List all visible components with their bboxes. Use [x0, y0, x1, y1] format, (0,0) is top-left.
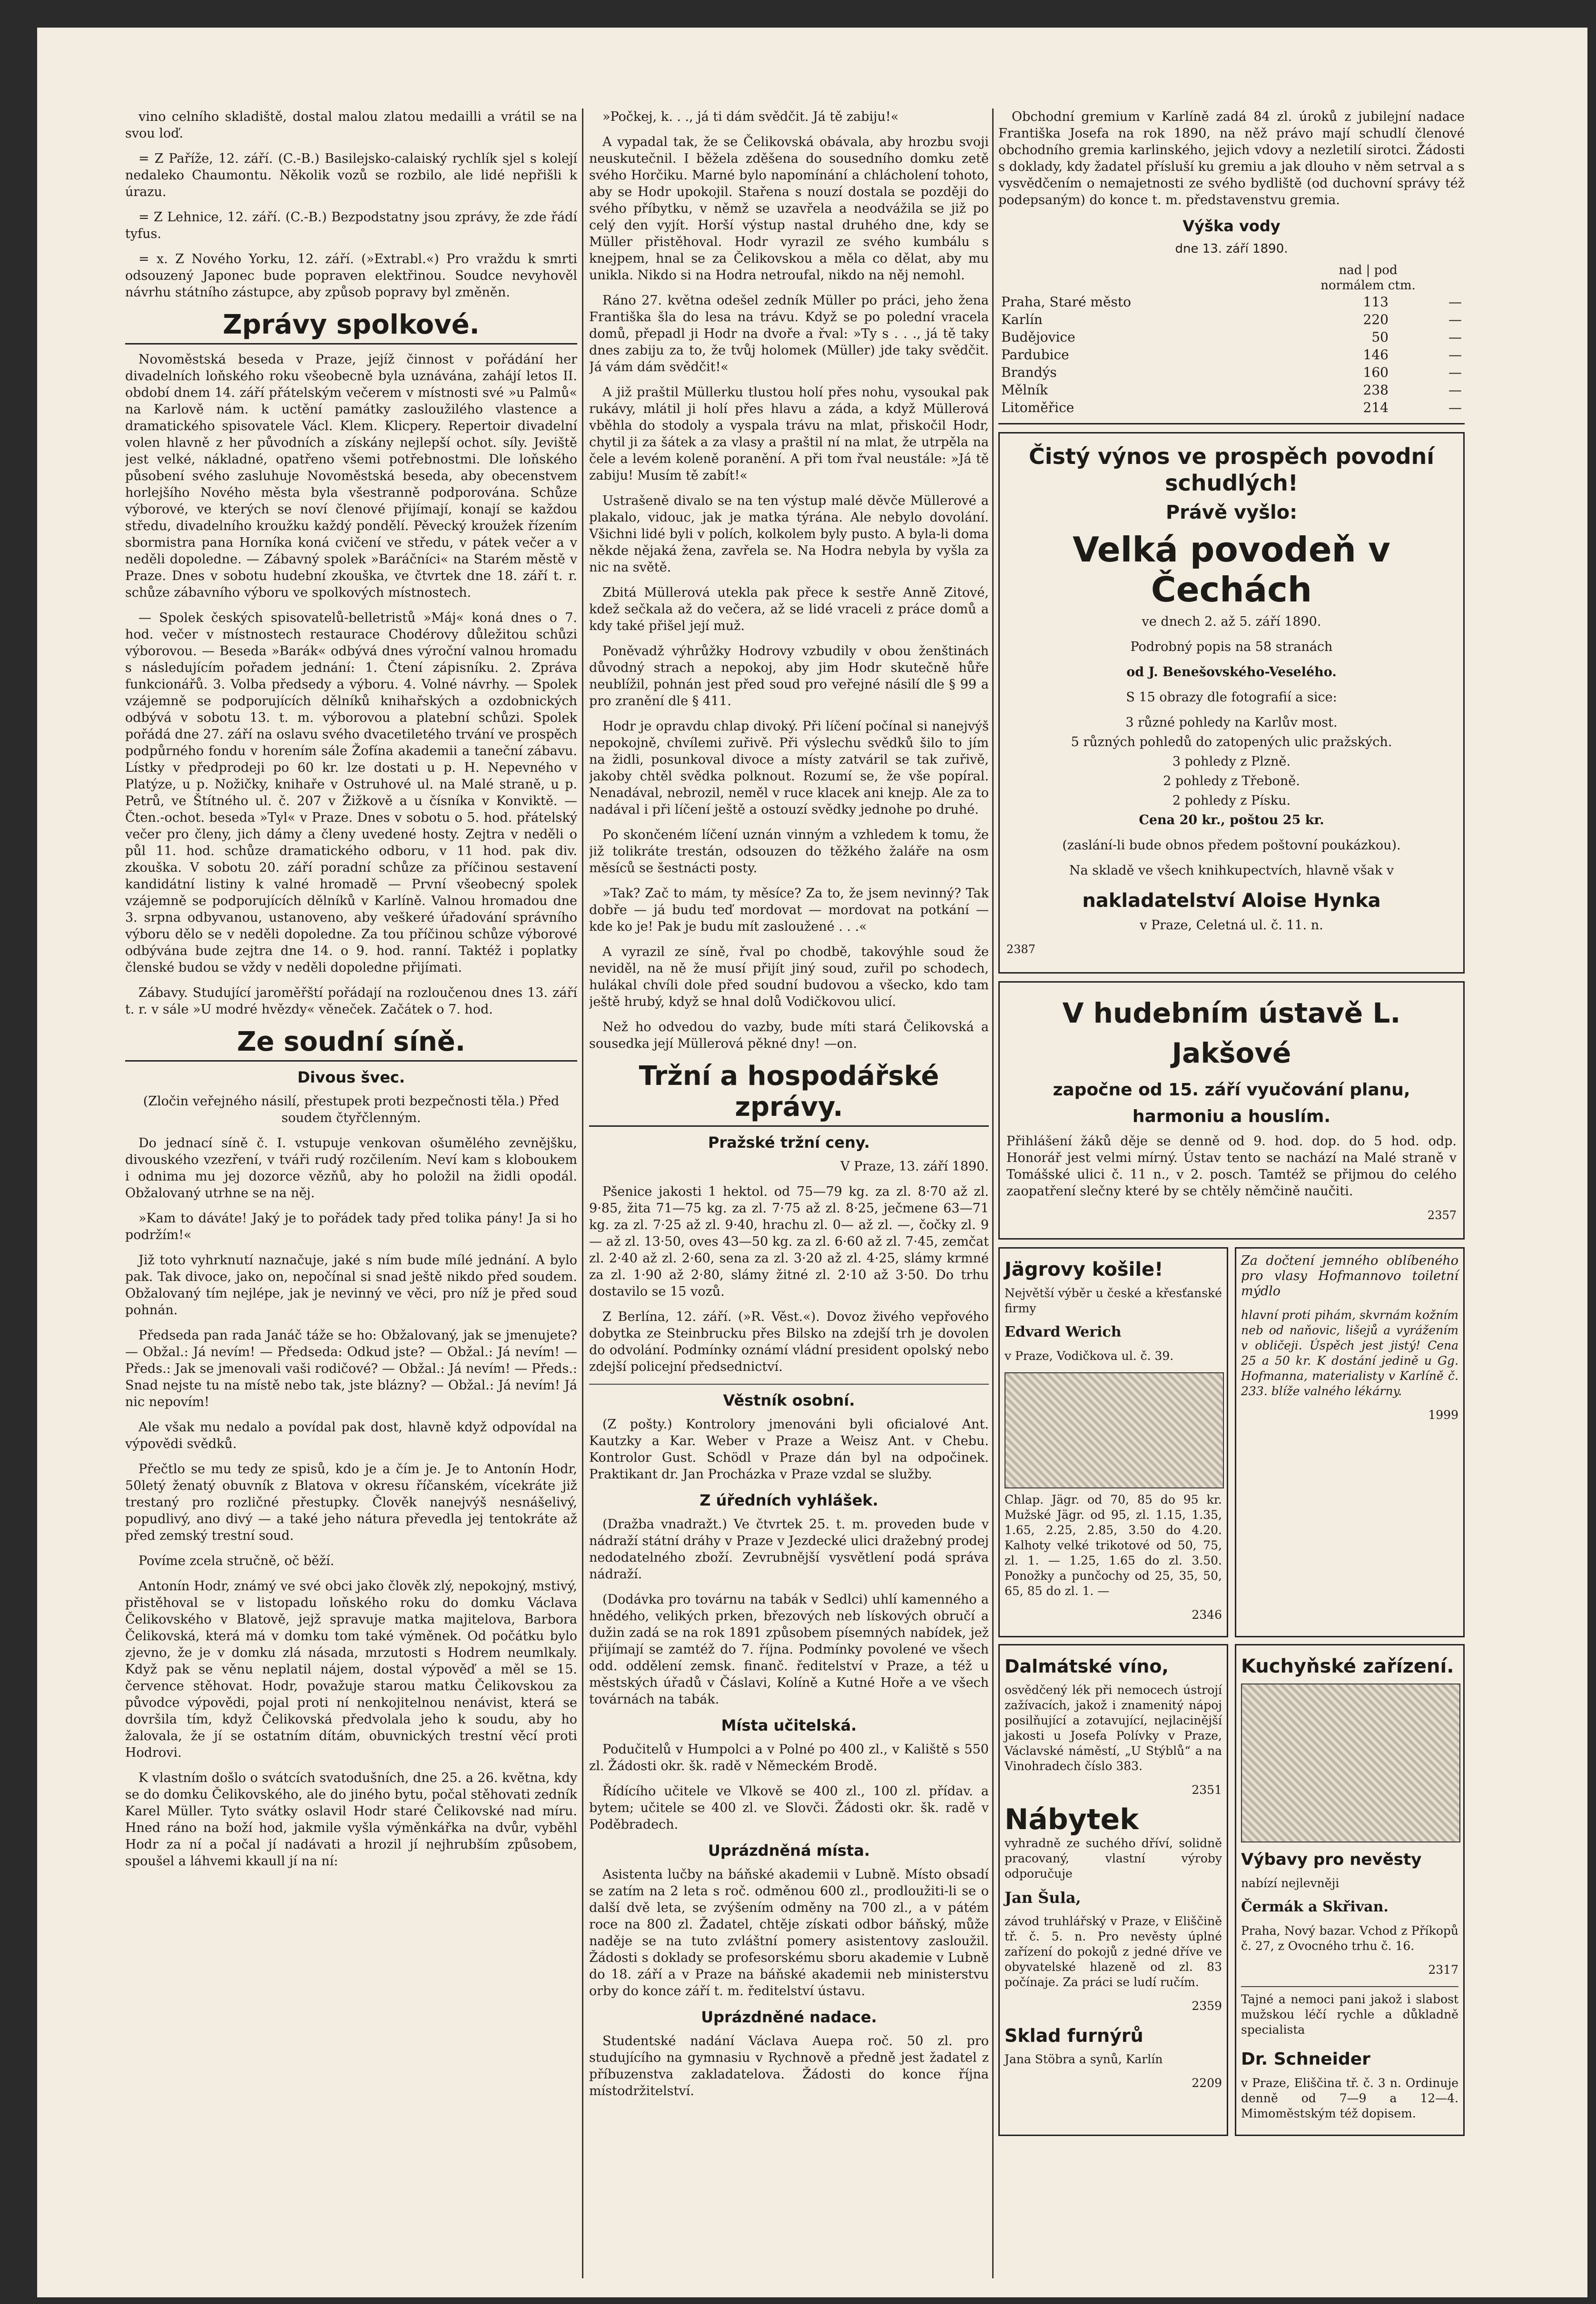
table-header: nad | pod: [1339, 263, 1398, 277]
table-cell: Praha, Staré město: [1001, 294, 1132, 310]
water-level-title: Výška vody: [1182, 217, 1281, 235]
advert-address: Praha, Nový bazar. Vchod z Příkopů č. 27, z Ovocného trhu č. 16.: [1241, 1924, 1458, 1953]
list-item: 5 různých pohledů do zatopených ulic pražských.: [1071, 735, 1392, 749]
water-level-date: dne 13. září 1890.: [1175, 242, 1288, 256]
advert-text: Jana Stöbra a synů, Karlín: [1005, 2052, 1163, 2066]
table-cell: Pardubice: [1001, 347, 1069, 363]
news-paragraph: A vyrazil ze síně, řval po chodbě, takovýhle soud že neviděl, na ně že musí přijít jiný soud, zuřil po schodech, hulákal chvíli dole před soudní budovou a všecko, kdo tam ještě hrubý, když se hnal dolů Vodičkovou ulicí.: [589, 945, 989, 1009]
column-rule: [582, 108, 583, 2278]
news-paragraph: Předseda pan rada Janáč táže se ho: Obžalovaný, jak se jmenujete? — Obžal.: Já nevím! — Předseda: Odkud jste? — Obžal.: Já nevím! — Předs.: Jak se jmenovali vaši rodičové? — Obžal.: Já nevím! — Předs.: Snad nejste tu na místě nebo tak, jste blázny? — Obžal.: Já nevím! Já nic nepovím!: [125, 1328, 577, 1409]
advert-text: Tajné a nemoci pani jakož i slabost mužskou léčí rychle a důkladně specialista: [1241, 1992, 1458, 2037]
table-cell: —: [1448, 347, 1462, 363]
table-cell: 146: [1363, 347, 1389, 363]
table-cell: 220: [1363, 312, 1389, 327]
advert-text: Přihlášení žáků děje se denně od 9. hod. dop. do 5 hod. odp. Honorář jest velmi mírný. Ústav tento se nachází na Malé straně v Tomášské ulici č. 11 n., v 2. posch. Tamtéž se přijmou do celého zaopatření slečny které by se chtěly němčině naučiti.: [1006, 1134, 1457, 1199]
news-paragraph: »Počkej, k. . ., já ti dám svědčit. Já tě zabiju!«: [602, 109, 899, 124]
advert-text: Podrobný popis na 58 stranách: [1130, 640, 1333, 654]
news-paragraph: Zábavy. Studující jaroměřští pořádají na rozloučenou dnes 13. září t. r. v sále »U modré hvězdy« věneček. Začátek o 7. hod.: [125, 985, 577, 1017]
table-cell: Litoměřice: [1001, 400, 1074, 415]
news-paragraph: »Tak? Zač to mám, ty měsíce? Za to, že jsem nevinný? Tak dobře — já budu teď mordovat — mordovat na potkání — kde ko je! Pak je budu mít zasloužené . . .«: [589, 886, 989, 934]
column-middle: [589, 108, 989, 2297]
list-item: 2 pohledy z Třeboně.: [1163, 774, 1300, 788]
news-paragraph: = x. Z Nového Yorku, 12. září. (»Extrabl.«) Pro vraždu k smrti odsouzený Japonec bude popraven elektřinou. Soudce nevyhověl návrhu státního zástupce, aby způsob popravy byl změněn.: [125, 252, 577, 300]
advert-address: v Praze, Celetná ul. č. 11. n.: [1140, 918, 1323, 933]
table-row: [998, 328, 1465, 346]
advert-title: Za dočtení jemného oblíbeného pro vlasy Hofmannovo toiletní mýdlo: [1241, 1253, 1458, 1299]
table-header-row: [998, 278, 1465, 293]
news-paragraph: A již praštil Müllerku tlustou holí přes nohu, vysoukal pak rukávy, mlátil ji holí přes hlavu a záda, a když Müllerová vběhla do stodoly a vyspala trávu na mlat, přiskočil Hodr, chytil ji za šátek a za vlasy a praštil ní na mlat, že utrpěla na čele a levém koleně poranění. A při tom řval neustále: »Já tě zabiju! Musím tě zabít!«: [589, 385, 989, 483]
advert-mydlo: [1235, 1247, 1465, 1637]
divider: [1241, 1986, 1458, 1987]
advert-number: 1999: [1428, 1408, 1458, 1422]
notice-paragraph: Obchodní gremium v Karlíně zadá 84 zl. úroků z jubilejní nadace Františka Josefa na rok 1890, na něž právo mají schudlí členové obchodního gremia karlinského, jejich vdovy a nezletilí sirotci. Žádosti s doklady, kdy žadatel přísluší ku gremiu a jak dlouho v něm setrval a s vysvědčením o nemajetnosti ze svého bydliště (od duchovní správy též podepsaným) do konce t. m. představenstvu gremia.: [998, 109, 1465, 207]
advert-number: 2209: [1192, 2076, 1222, 2090]
news-paragraph: vino celního skladiště, dostal malou zlatou medailli a vrátil se na svou loď.: [125, 109, 577, 141]
news-paragraph: »Kam to dáváte! Jaký je to pořádek tady před tolika pány! Ja si ho podržím!«: [125, 1211, 577, 1242]
table-cell: —: [1448, 382, 1462, 398]
advert-firm: Čermák a Skřivan.: [1241, 1899, 1389, 1915]
advert-jagrovy: [998, 1247, 1228, 1637]
news-paragraph: Z Berlína, 12. září. (»R. Věst.«). Dovoz živého vepřového dobytka ze Steinbrucku přes Bilsko na zdejší trh je dovolen do odvolání. Podmínky oznámí vládní president opolský nebo zdejší policejní předsednictví.: [589, 1310, 989, 1374]
advert-title: Nábytek: [1005, 1803, 1139, 1836]
table-cell: 214: [1363, 400, 1389, 415]
news-paragraph: Ráno 27. května odešel zedník Müller po práci, jeho žena Františka šla do lesa na trávu. Když se po polední vracela domů, přepadl ji Hodr na dvoře a řval: »Ty s . . ., já tě taky dnes zabiju za to, že tvůj holomek (Müller) jde taky svědčit. Já vám dám svědčit!«: [589, 293, 989, 374]
advert-headline: Čistý výnos ve prospěch povodní schudlých!: [1028, 443, 1435, 496]
newspaper-page: [37, 28, 1587, 2297]
advert-text: v Praze, Eliščina tř. č. 3 n. Ordinuje denně od 7—9 a 12—4. Mimoměstským též dopisem.: [1241, 2076, 1458, 2120]
advert-text: (zaslání-li bude obnos předem poštovní poukázkou).: [1062, 838, 1401, 853]
article-title: Věstník osobní.: [723, 1391, 855, 1409]
divider: [998, 423, 1465, 424]
advert-title: Kuchyňské zařízení.: [1241, 1655, 1454, 1677]
news-paragraph: Poněvadž výhrůžky Hodrovy vzbudily v obou ženštinách důvodný strach a nepokoj, aby jim Hodr skutečně hůře neublížil, pohnán jest před soud pro veřejné násilí dle § 99 a pro zranění dle § 411.: [589, 644, 989, 709]
advert-text: ve dnech 2. až 5. září 1890.: [1142, 614, 1321, 629]
advert-firm: Dr. Schneider: [1241, 2049, 1370, 2069]
list-item: 2 pohledy z Písku.: [1172, 793, 1291, 808]
table-row: [998, 293, 1465, 311]
news-paragraph: K vlastním došlo o svátcích svatodušních, dne 25. a 26. května, kdy se do domku Čelikovského, ale do jiného bytu, počal stěhovati zedník Karel Müller. Tyto svátky oslavil Hodr staré Čelikovské nad míru. Hned ráno na boží hod, jakmile vyšla výměnkářka na dvůr, vyběhl Hodr za ní a počal jí nadávati a hrozil jí nejhrubším způsobem, spoušel a láhvemi kkaull jí na ní:: [125, 1771, 577, 1869]
news-paragraph: Již toto vyhrknutí naznačuje, jaké s ním bude mílé jednání. A bylo pak. Tak divoce, jako on, nepočínal si snad ještě nikdo před soudem. Obžalovaný tím nejlépe, jak je nevinný ve věci, pro níž je před soud pohnán.: [125, 1253, 577, 1318]
advert-text: Chlap. Jägr. od 70, 85 do 95 kr. Mužské Jägr. od 95, zl. 1.15, 1.35, 1.65, 2.25, 2.85, 3.50 do 4.20. Kalhoty velké trikotové od 50, 75, zl. 1. — 1.25, 1.65 do zl. 3.50. Ponožky a punčochy od 25, 35, 50, 65, 85 do zl. 1. —: [1005, 1493, 1222, 1598]
news-paragraph: Zbitá Müllerová utekla pak přece k sestře Anně Zitové, kdež sečkala až do večera, až se lidé vraceli z práce domů a kdy také přišel její muž.: [589, 585, 989, 633]
advert-price: Cena 20 kr., poštou 25 kr.: [1139, 813, 1324, 827]
column-right: [998, 108, 1465, 2297]
advert-number: 2359: [1192, 1999, 1222, 2013]
section-heading-spolky: Zprávy spolkové.: [125, 309, 577, 345]
advert-povoden: [998, 432, 1465, 974]
advert-address: v Praze, Vodičkova ul. č. 39.: [1005, 1349, 1174, 1363]
article-title: Uprázdněné nadace.: [701, 2008, 877, 2026]
advert-kuchyn: [1235, 1644, 1465, 2136]
table-cell: 238: [1363, 382, 1389, 398]
news-paragraph: = Z Lehnice, 12. září. (C.-B.) Bezpodstatny jsou zprávy, že zde řádí tyfus.: [125, 210, 577, 241]
news-paragraph: Podučitelů v Humpolci a v Polné po 400 zl., v Kaliště s 550 zl. Žádosti okr. šk. radě v Německém Brodě.: [589, 1742, 989, 1773]
news-paragraph: Studentské nadání Václava Aueра roč. 50 zl. pro studujícího na gymnasiu v Rychnově a předně jest žadatel z příbuzenstva zakladatelova. Žádosti do konce října místodržitelství.: [589, 2034, 989, 2098]
advert-text: Největší výběr u české a křesťanské firmy: [1005, 1286, 1222, 1315]
advert-number: 2317: [1428, 1963, 1458, 1977]
advert-text: Na skladě ve všech knihkupectvích, hlavně však v: [1069, 863, 1394, 878]
advert-subtitle: započne od 15. září vyučování planu, harmoniu a houslím.: [1053, 1080, 1410, 1126]
advert-firm: Edvard Werich: [1005, 1324, 1122, 1340]
advert-text: nabízí nejlevněji: [1241, 1876, 1340, 1890]
table-cell: Mělník: [1001, 382, 1048, 398]
table-header-row: [998, 263, 1465, 278]
advert-text: vyhradně ze suchého dříví, solidně pracovaný, vlastní výroby odporučuje: [1005, 1836, 1222, 1881]
article-subtitle: (Zločin veřejného násilí, přestupek proti bezpečnosti těla.) Před soudem čtyřčlenným.: [143, 1094, 560, 1125]
advert-number: 2351: [1192, 1783, 1222, 1797]
kitchen-illustration: [1241, 1684, 1460, 1842]
table-cell: —: [1448, 294, 1462, 310]
news-paragraph: A vypadal tak, že se Čelikovská obávala, aby hrozbu svoji neuskutečnil. I běžela zděšena do sousedního domku zetě svého Horčiku. Marné bylo napomínání a chlácholení tohoto, aby se Hodr upokojil. Stařena s nouzí dostala se později do svého příbytku, v němž se uzavřela a neodvážila se již po celý den vyjít. Horší výstup nastal druhého dne, kdy se Müller přistěhoval. Hodr vyrazil ze svého kumbálu s knejpem, hnal se za Čelikovskou a měla co dělat, aby mu unikla. Nikdo si na Hodra netroufal, nikdo na něj nemohl.: [589, 135, 989, 283]
table-cell: —: [1448, 400, 1462, 415]
news-paragraph: Přečtlo se mu tedy ze spisů, kdo je a čím je. Je to Antonín Hodr, 50letý ženatý obuvník z Blatova v okresu říčanském, vícekráte již trestaný pro rozličné přestupky. Člověk nanejvýš nesnášelivý, popudlivý, ano divý — a také jeho nátura převedla jej tentokráte až před zemský trestní soud.: [125, 1462, 577, 1543]
news-paragraph: = Z Paříže, 12. září. (C.-B.) Basilejsko-calaiský rychlík sjel s kolejí nedaleko Chaumontu. Několik vozů se rozbilo, ale lidé nepřišli k úrazu.: [125, 151, 577, 199]
table-cell: —: [1448, 364, 1462, 380]
news-paragraph: Antonín Hodr, známý ve své obci jako člověk zlý, nepokojný, mstivý, přistěhoval se v listopadu loňského roku do domku Václava Čelikovského v Blatově, jejž spravuje matka majitelova, Barbora Čelikovská, která má v domku tom také výměnek. Od počátku bylo zjevno, že je v domku zlá násada, mrzutosti s Hodrem neumlkaly. Když pak se věnu neplatil nájem, dostal výpověď a měl se 15. července stěhovat. Hodr, považuje starou matku Čelikovskou za původce výpovědi, pojal proti ní nenkojitelnou nenávist, která se dovršila tím, když Čelikovská předvolala jeho k soudu, aby ho žalovala, že jí se ostatním dítám, obuvnických trestní věcí proti Hodrovi.: [125, 1579, 577, 1760]
table-row: [998, 346, 1465, 364]
table-cell: 50: [1371, 329, 1389, 345]
list-item: 3 různé pohledy na Karlův most.: [1125, 715, 1338, 730]
column-rule: [992, 108, 994, 2278]
advert-text: závod truhlářský v Praze, v Eliščině tř. č. 5. n. Pro nevěsty úplné zařízení do pokojů z jedné dříve ve obyvatelské hlazeně od zl. 83 počínaje. Za práci se ludí ručím.: [1005, 1914, 1222, 1989]
table-row: [998, 364, 1465, 381]
news-paragraph: (Z pošty.) Kontrolory jmenováni byli oficialové Ant. Kautzky a Kar. Weber v Praze a Weisz Ant. v Chebu. Kontrolor Gust. Schödl v Praze dán byl na odpočinek. Praktikant dr. Jan Procházka v Praze vzdal se služby.: [589, 1417, 989, 1482]
advert-row: [998, 1247, 1465, 1637]
advert-title: Dalmátské víno,: [1005, 1656, 1169, 1677]
news-paragraph: Řídícího učitele ve Vlkově se 400 zl., 100 zl. přídav. a bytem; učitele se 400 zl. ve Slovči. Žádosti okr. šk. radě v Poděbradech.: [589, 1784, 989, 1832]
news-paragraph: Ustrašeně divalo se na ten výstup malé děvče Müllerové a plakalo, vidouc, jak je matka týrána. Ale nebylo dovolání. Všichni lidé byli v polích, kolkolem byly pusto. A byla-li doma někde nějaká žena, zavřela se. Na Hodra nebyla by vyšla za nic na světě.: [589, 493, 989, 575]
advert-jaksova: [998, 981, 1465, 1240]
article-title: Pražské tržní ceny.: [708, 1133, 870, 1152]
advert-subtitle: Výbavy pro nevěsty: [1241, 1850, 1422, 1869]
news-paragraph: (Dražba vnadražt.) Ve čtvrtek 25. t. m. proveden bude v nádraží státní dráhy v Praze v Jezdecké ulici dražebný prodej nedodatelného zboží. Zevrubnější vysvětlení podá správa nádraží.: [589, 1517, 989, 1582]
article-title: Divous švec.: [297, 1068, 405, 1086]
advert-title: Jägrovy košile!: [1005, 1259, 1163, 1280]
shirt-illustration: [1005, 1372, 1224, 1488]
advert-row: [998, 1644, 1465, 2136]
news-paragraph: Novoměstská beseda v Praze, jejíž činnost v pořádání her divadelních loňského roku všeobecně byla uznávána, zahájí letos II. období dnem 14. září přátelským večerem v místnosti své »u Palmů« na Karlově nám. k uctění památky zasloužilého vlastence a dramatického spisovatele Václ. Klem. Klicpery. Repertoir divadelní volen hlavně z her původních a získány nejlepší ochot. síly. Jeviště jest velké, nákladné, opatřeno všemi potřebnostmi. Dle loňského působení svého zasluhuje Novoměstská beseda, aby obecenstvem horlejšího Nového města byla všestranně podporována. Schůze výborové, ve kterých se noví členové přijímají, konají se každou středu, divadelního kroužku každý pondělí. Pěvecký kroužek řízením sbormistra pana Horníka koná cvičení ve středu, v pátek večer a v neděli dopoledne. — Zábavný spolek »Baráčníci« na Starém městě v Praze. Dnes v sobotu hudební zkouška, ve čtvrtek dne 18. září t. r. schůze zábavního výboru ve spolkových místnostech.: [125, 352, 577, 600]
advert-text: hlavní proti pihám, skvrnám kožním neb od naňovic, lišejů a vyrážením v obličeji. Úspěch jest jistý! Cena 25 a 50 kr. K dostání jedině u Gg. Hofmanna, materialisty v Karlíně č. 233. blíže valného lékárny.: [1241, 1308, 1458, 1398]
advert-kicker: Právě vyšlo:: [1165, 502, 1298, 523]
advert-publisher: nakladatelství Aloise Hynka: [1082, 890, 1381, 912]
dateline: V Praze, 13. září 1890.: [840, 1159, 989, 1174]
news-paragraph: — Spolek českých spisovatelů-belletristů »Máj« koná dnes o 7. hod. večer v místnostech restaurace Chodérovy důležitou schůzi výborovou. — Beseda »Barák« odbývá dnes výroční valnou hromadu s následujícím pořadem jednání: 1. Čtení zápisníku. 2. Zpráva funkcionářů. 3. Volba předsedy a výboru. 4. Volné návrhy. — Spolek vzájemně se podporujících dělníků knihařských a ozdobnických odbývá v sobotu 13. t. m. výborovou a platební schůzi. Spolek pořádá dne 27. září na oslavu svého dvacetiletého trvání ve prospěch podpůrného fondu v horením sále Žofína akademii a taneční zábavu. Lístky v předprodeji po 60 kr. lze dostati u p. H. Nepevného v Platýze, u p. Nožičky, knihaře v Ostruhové ul. na Malé straně, u p. Petrů, ve Štítného ul. č. 207 v Žižkově a u čísníka v Konviktě. — Čten.-ochot. beseda »Tyl« v Praze. Dnes v sobotu o 5. hod. přátelský večer pro členy, jich dámy a členy uvedené hosty. Zejtra v neděli o půl 11. hod. schůze dramatického odboru, v 11 hod. pak div. zkouška. V sobotu 20. září poradní schůze za příčinou sestavení kandidátní listiny k valné hromadě — První všeobecný spolek vzájemně se podporujících dělníků v Karlíně. Valnou hromadou dne 3. srpna odbyvanou, ustanoveno, aby veškeré úřadování správního výboru dělo se v neděli dopoledne. Za tou příčinou schůze výborové odbývána bude zejtra dne 14. o 9. hod. ranní. Taktéž i poplatky členské budou se vždy v neděli dopoledne přijímati.: [125, 610, 577, 975]
news-paragraph: Po skončeném líčení uznán vinným a vzhledem k tomu, že již tolikráte trestán, odsouzen do těžkého žaláře na osm měsíců se šestnácti posty.: [589, 827, 989, 876]
news-paragraph: Hodr je opravdu chlap divoký. Při líčení počínal si nanejvýš nepokojně, chvílemi zuřivě. Při výslechu svědků šilo to jím na židli, posunkoval divoce a místy zatváril se tak zuřivě, jakoby chtěl svědka polknout. Rozumí se, že vše popíral. Nenadával, nebrozil, neměl v ruce klacek ani knejp. Ale za to nadával i při líčení ještě a ostouzí svědky jednohe po druhé.: [589, 719, 989, 817]
table-cell: Karlín: [1001, 312, 1043, 327]
advert-firm: Jan Šula,: [1005, 1889, 1081, 1907]
advert-title: V hudebním ústavě L. Jakšové: [1062, 997, 1401, 1069]
advert-author: od J. Benešovského-Veselého.: [1126, 665, 1337, 679]
table-cell: 113: [1363, 294, 1389, 310]
water-level-table: [998, 263, 1465, 416]
column-left: [125, 108, 577, 2297]
table-row: [998, 399, 1465, 416]
table-header: normálem ctm.: [1320, 278, 1416, 293]
advert-vino: [998, 1644, 1228, 2136]
table-cell: —: [1448, 329, 1462, 345]
advert-text: osvědčený lék při nemocech ústrojí zažívacích, jakož i znamenitý nápoj posilňující a zotavující, nejlacinější jakosti u Josefa Polívky v Praze, Václavské náměstí, „U Stýblů“ a na Vinohradech číslo 383.: [1005, 1683, 1222, 1773]
news-paragraph: Asistenta lučby na báňské akademii v Lubně. Místo obsadí se zatím na 2 leta s roč. odměnou 600 zl., prodloužiti-li se o další dvě leta, se zvýšením odměny na 700 zl., a v pátém roce na 800 zl. Žadatel, chtěje získati odbor báňský, může naděje se na tuto zvláštní pomery asistentovy zasloužil. Žádosti s doklady se profesorskému sboru akademie v Lubně do 18. září a v Praze na báňské akademii neb ministerstvu orby do konce září t. m. ředitelství ústavu.: [589, 1867, 989, 1999]
news-paragraph: Do jednací síně č. I. vstupuje venkovan ošumělého zevnějšku, divouského vzezření, v tváři rudý rozčilením. Neví kam s kloboukem i odnima mu jej dozorce vězňů, aby ho položil na židli opodál. Obžalovaný utrhne se na něj.: [125, 1136, 577, 1201]
table-cell: —: [1448, 312, 1462, 327]
advert-number: 2357: [1427, 1209, 1457, 1222]
table-cell: 160: [1363, 364, 1389, 380]
section-heading-trzni: Tržní a hospodářské zprávy.: [589, 1061, 989, 1127]
news-paragraph: Ale však mu nedalo a povídal pak dost, hlavně když odpovídal na výpovědi svědků.: [125, 1420, 577, 1451]
advert-title: Velká povodeň v Čechách: [1073, 530, 1390, 610]
advert-number: 2387: [1006, 943, 1036, 956]
table-row: [998, 311, 1465, 328]
advert-title: Sklad furnýrů: [1005, 2025, 1143, 2046]
advert-text: S 15 obrazy dle fotografií a sice:: [1126, 690, 1337, 705]
news-paragraph: Než ho odvedou do vazby, bude míti stará Čelikovská a sousedka její Müllerová pěkné dny! —on.: [589, 1020, 989, 1051]
article-title: Uprázdněná místa.: [708, 1841, 870, 1860]
table-cell: Brandýs: [1001, 364, 1057, 380]
table-cell: Budějovice: [1001, 329, 1075, 345]
section-heading-soud: Ze soudní síně.: [125, 1026, 577, 1062]
news-paragraph: (Dodávka pro továrnu na tabák v Sedlci) uhlí kamenného a hnědého, velikých prken, březových neb lískových obručí a dužin zadá se na rok 1891 způsobem písemných nabídek, jež přijímají se zamtéž do 7. října. Podmínky povolené ve všech odd. oddělení zemsk. finanč. ředitelství v Praze, a též u městských úřadů v Čáslavi, Kolíně a Kutné Hoře a ve všech továrnách na tabák.: [589, 1592, 989, 1707]
article-title: Místa učitelská.: [721, 1716, 857, 1734]
divider: [589, 1384, 989, 1385]
article-title: Z úředních vyhlášek.: [699, 1491, 878, 1509]
news-paragraph: Pšenice jakosti 1 hektol. od 75—79 kg. za zl. 8·70 až zl. 9·85, žita 71—75 kg. za zl. 7·75 až zl. 8·25, ječmene 63—71 kg. za zl. 7·25 až zl. 9·40, hrachu zl. 0— až zl. —, čočky zl. 9— až zl. 13·50, oves 43—50 kg. za zl. 6·60 až zl. 7·45, zemčat zl. 2·40 až zl. 2·60, sena za zl. 3·20 až zl. 4·25, slámy krmné za zl. 1·90 až 2·80, slámy žitné zl. 2·10 až 3·50. Do trhu dostavilo se 15 vozů.: [589, 1184, 989, 1299]
news-paragraph: Povíme zcela stručně, oč běží.: [138, 1554, 335, 1568]
list-item: 3 pohledy z Plzně.: [1172, 754, 1291, 769]
table-row: [998, 381, 1465, 399]
advert-number: 2346: [1192, 1608, 1222, 1622]
